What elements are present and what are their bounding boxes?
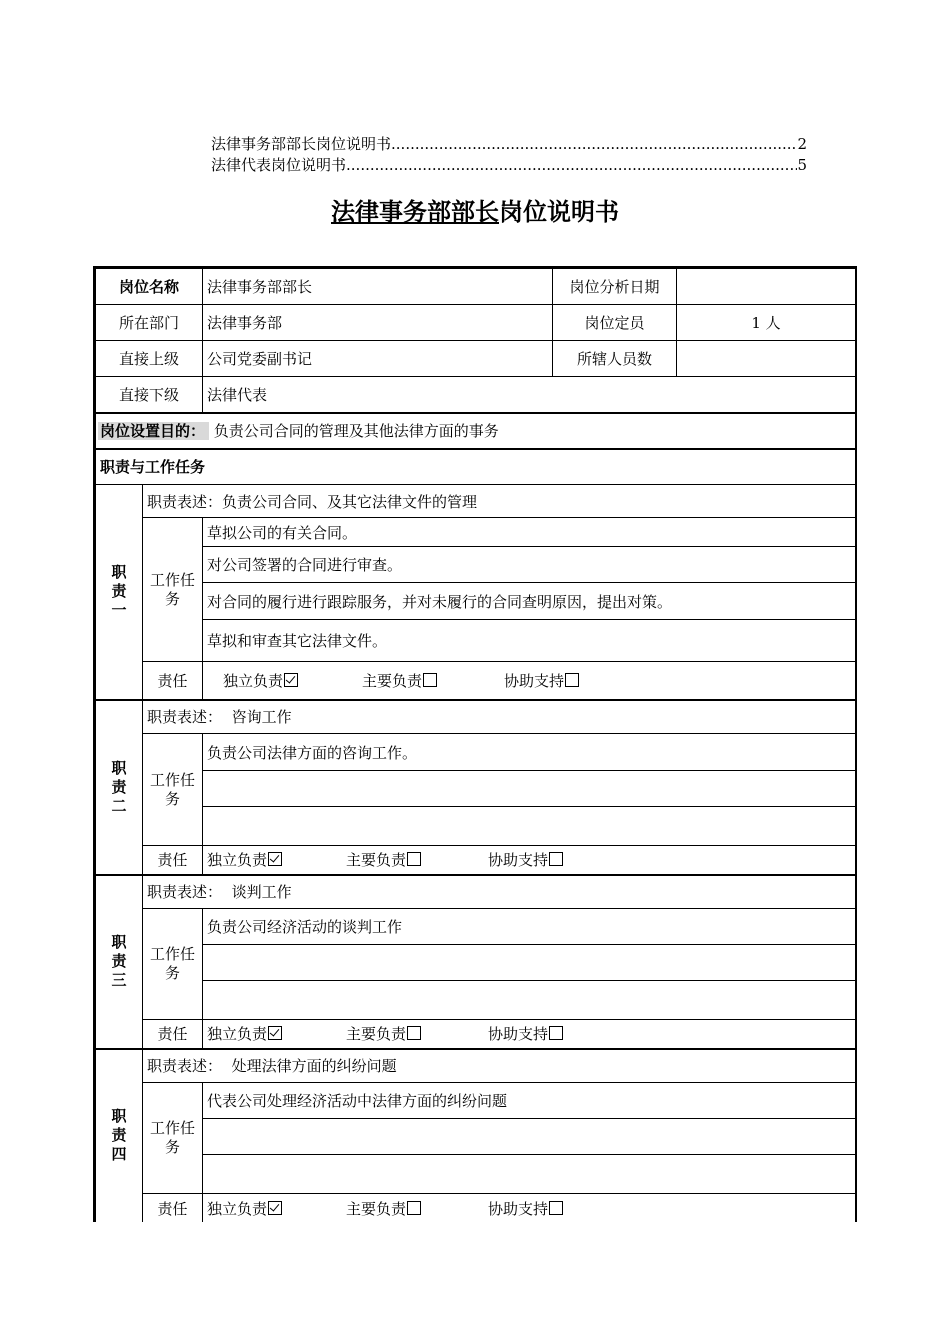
staff-count-label: 所辖人员数 [553,341,677,377]
duty-3-task-row [96,945,856,981]
duty-3-resp-row [96,1020,856,1049]
purpose-label: 岗位设置目的： [98,422,209,440]
duty-2-task-row [96,771,856,807]
duty-3-task-3 [203,981,856,1020]
subordinate-label: 直接下级 [96,377,203,413]
duty-4-task-row [96,1083,856,1119]
checkbox-checked-icon[interactable] [284,673,298,687]
duty-3-label: 职 责 三 [96,875,143,1049]
duty-2-desc: 职责表述： 咨询工作 [143,700,856,734]
toc-leader [391,134,797,155]
checkbox-checked-icon[interactable] [268,1026,282,1040]
duty-3-desc-row [96,875,856,909]
info-row-dept [96,305,856,341]
position-name-label: 岗位名称 [96,269,203,305]
duty-4-resp: 独立负责 主要负责 协助支持 [203,1194,856,1223]
toc-leader [346,155,797,176]
checkbox-icon[interactable] [549,1201,563,1215]
duty-1-task-4: 草拟和审查其它法律文件。 [203,620,856,662]
checkbox-icon[interactable] [407,1026,421,1040]
quota-label: 岗位定员 [553,305,677,341]
position-name-value: 法律事务部部长 [203,269,553,305]
duty-2-task-row [96,807,856,846]
duty-3-resp-label: 责任 [143,1020,203,1049]
checkbox-icon[interactable] [549,1026,563,1040]
duty-1-label: 职 责 一 [96,485,143,700]
checkbox-checked-icon[interactable] [268,1201,282,1215]
document-title [0,196,950,228]
duty-1-task-1: 草拟公司的有关合同。 [203,518,856,547]
toc-entry[interactable] [211,155,807,176]
duty-1-task-row [96,518,856,547]
duty-1-resp-row [96,662,856,700]
duty-1-tasks-label: 工作任务 [143,518,203,662]
analysis-date-value [677,269,856,305]
duty-3-task-1: 负责公司经济活动的谈判工作 [203,909,856,945]
duty-2-task-1: 负责公司法律方面的咨询工作。 [203,734,856,771]
duty-4-desc-row [96,1049,856,1083]
job-description-table [95,268,856,1222]
quota-value: 1 人 [677,305,856,341]
table-of-contents [211,134,807,176]
duty-2-desc-row [96,700,856,734]
duty-1-task-row [96,583,856,620]
toc-entry-title: 法律事务部部长岗位说明书 [211,135,392,153]
duty-2-resp-label: 责任 [143,846,203,875]
checkbox-icon[interactable] [549,852,563,866]
duties-header-row [96,449,856,485]
duty-4-resp-row [96,1194,856,1223]
duty-4-resp-label: 责任 [143,1194,203,1223]
purpose-cell [96,413,856,449]
checkbox-icon[interactable] [565,673,579,687]
duty-1-task-row [96,547,856,583]
duty-2-task-2 [203,771,856,807]
duty-2-resp-row [96,846,856,875]
duty-4-desc: 职责表述： 处理法律方面的纠纷问题 [143,1049,856,1083]
duty-1-desc-row [96,485,856,518]
checkbox-icon[interactable] [423,673,437,687]
duty-4-tasks-label: 工作任务 [143,1083,203,1194]
duty-2-task-row [96,734,856,771]
staff-count-value [677,341,856,377]
toc-entry-title: 法律代表岗位说明书 [211,156,347,174]
document-title-rest: 岗位说明书 [499,197,619,226]
superior-value: 公司党委副书记 [203,341,553,377]
toc-entry-page: 2 [797,135,807,153]
duty-3-task-row [96,981,856,1020]
document-title-underlined: 法律事务部部长 [331,197,499,226]
duty-4-task-row [96,1155,856,1194]
checkbox-icon[interactable] [407,1201,421,1215]
duty-4-task-1: 代表公司处理经济活动中法律方面的纠纷问题 [203,1083,856,1119]
duty-1-resp: 独立负责 主要负责 协助支持 [203,662,856,700]
department-label: 所在部门 [96,305,203,341]
duty-4-task-row [96,1119,856,1155]
checkbox-icon[interactable] [407,852,421,866]
info-row-name [96,269,856,305]
purpose-value: 负责公司合同的管理及其他法律方面的事务 [213,422,499,440]
duty-4-label: 职 责 四 [96,1049,143,1223]
info-row-subordinate [96,377,856,413]
duty-2-tasks-label: 工作任务 [143,734,203,846]
duty-4-task-2 [203,1119,856,1155]
checkbox-checked-icon[interactable] [268,852,282,866]
superior-label: 直接上级 [96,341,203,377]
info-row-superior [96,341,856,377]
subordinate-value: 法律代表 [203,377,856,413]
job-description-form [93,266,857,1222]
duty-3-task-row [96,909,856,945]
duty-1-desc: 职责表述：负责公司合同、及其它法律文件的管理 [143,485,856,518]
duty-3-resp: 独立负责 主要负责 协助支持 [203,1020,856,1049]
analysis-date-label: 岗位分析日期 [553,269,677,305]
duty-4-task-3 [203,1155,856,1194]
toc-entry-page: 5 [797,156,807,174]
duties-header: 职责与工作任务 [96,449,856,485]
department-value: 法律事务部 [203,305,553,341]
toc-entry[interactable] [211,134,807,155]
duty-1-resp-label: 责任 [143,662,203,700]
purpose-row [96,413,856,449]
duty-1-task-row [96,620,856,662]
duty-1-task-2: 对公司签署的合同进行审查。 [203,547,856,583]
duty-3-desc: 职责表述： 谈判工作 [143,875,856,909]
duty-3-tasks-label: 工作任务 [143,909,203,1020]
duty-2-resp: 独立负责 主要负责 协助支持 [203,846,856,875]
duty-2-label: 职 责 二 [96,700,143,875]
duty-2-task-3 [203,807,856,846]
duty-3-task-2 [203,945,856,981]
duty-1-task-3: 对合同的履行进行跟踪服务，并对未履行的合同查明原因，提出对策。 [203,583,856,620]
